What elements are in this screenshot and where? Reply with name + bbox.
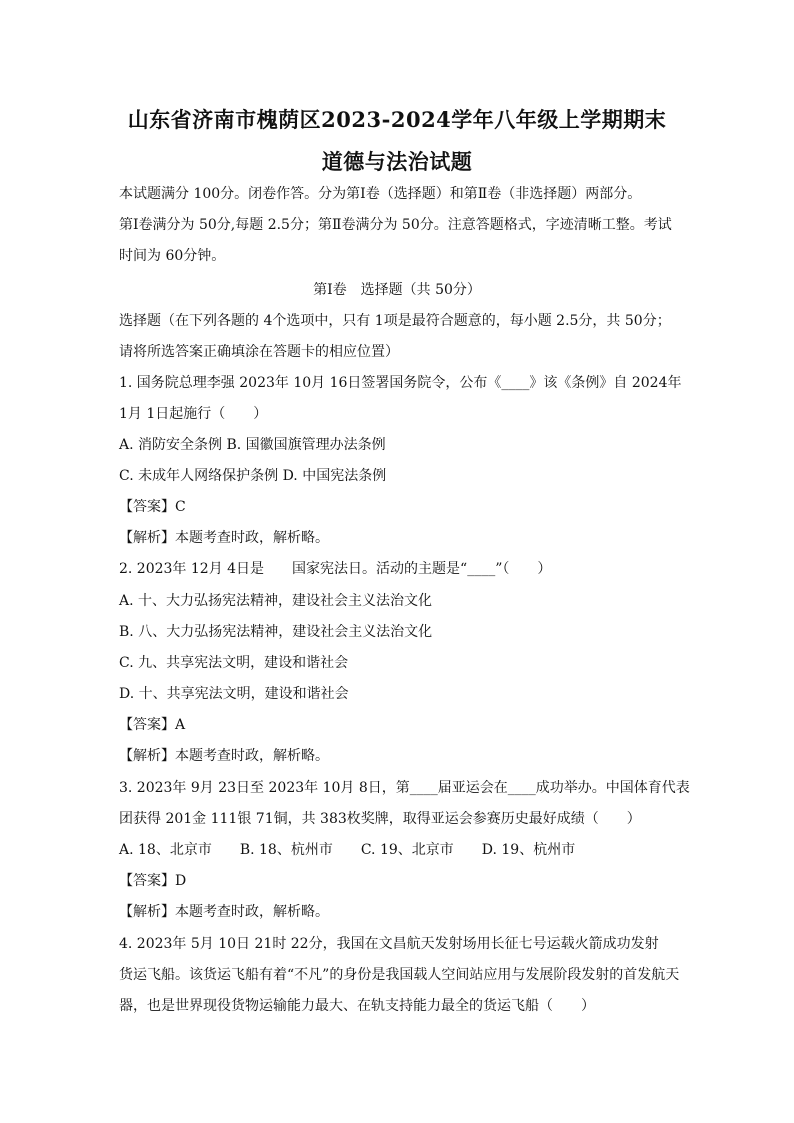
- q3-answer: 【答案】D: [119, 873, 187, 889]
- q2-option-c: C. 九、共享宪法文明，建设和谐社会: [119, 655, 349, 671]
- intro-line-3: 时间为 60分钟。: [119, 248, 226, 264]
- q1-stem-line-1: 1. 国务院总理李强 2023年 10月 16日签署国务院令，公布《____》该《条例》自 2024年: [119, 375, 682, 391]
- q4-stem-line-3: 器，也是世界现役货物运输能力最大、在轨支持能力最全的货运飞船（ ）: [119, 998, 595, 1014]
- q3-stem-line-2: 团获得 201金 111银 71铜，共 383枚奖牌，取得亚运会参赛历史最好成绩（ ）: [119, 811, 641, 827]
- section-title: 第Ⅰ卷 选择题（共 50分）: [313, 282, 481, 298]
- q1-analysis: 【解析】本题考查时政，解析略。: [119, 530, 329, 546]
- q1-options-line-1: A. 消防安全条例 B. 国徽国旗管理办法条例: [119, 437, 386, 453]
- q1-stem-line-2: 1月 1日起施行（ ）: [119, 406, 268, 422]
- q2-stem-line-1: 2. 2023年 12月 4日是 国家宪法日。活动的主题是“____”（ ）: [119, 561, 552, 577]
- document-title-line1: 山东省济南市槐荫区2023-2024学年八年级上学期期末: [127, 107, 667, 132]
- q2-analysis: 【解析】本题考查时政，解析略。: [119, 748, 329, 764]
- q3-analysis: 【解析】本题考查时政，解析略。: [119, 904, 329, 920]
- q2-answer: 【答案】A: [119, 717, 186, 733]
- intro-line-2: 第Ⅰ卷满分为 50分,每题 2.5分；第Ⅱ卷满分为 50分。注意答题格式，字迹清晰工整。考试: [119, 217, 672, 233]
- q3-stem-line-1: 3. 2023年 9月 23日至 2023年 10月 8日，第____届亚运会在____成功举办。中国体育代表: [119, 780, 690, 796]
- q1-answer: 【答案】C: [119, 499, 186, 515]
- q3-options: A. 18、北京市 B. 18、杭州市 C. 19、北京市 D. 19、杭州市: [119, 842, 576, 858]
- q4-stem-line-2: 货运飞船。该货运飞船有着“不凡”的身份是我国载人空间站应用与发展阶段发射的首发航天: [119, 967, 680, 983]
- q2-option-a: A. 十、大力弘扬宪法精神，建设社会主义法治文化: [119, 593, 433, 609]
- intro-line-1: 本试题满分 100分。闭卷作答。分为第Ⅰ卷（选择题）和第Ⅱ卷（非选择题）两部分。: [119, 186, 642, 202]
- q2-option-b: B. 八、大力弘扬宪法精神，建设社会主义法治文化: [119, 624, 433, 640]
- section-instructions-2: 请将所选答案正确填涂在答题卡的相应位置）: [119, 344, 399, 360]
- section-instructions-1: 选择题（在下列各题的 4个选项中，只有 1项是最符合题意的，每小题 2.5分，共 50分；: [119, 313, 671, 329]
- q2-option-d: D. 十、共享宪法文明，建设和谐社会: [119, 686, 349, 702]
- q4-stem-line-1: 4. 2023年 5月 10日 21时 22分，我国在文昌航天发射场用长征七号运载火箭成功发射: [119, 936, 659, 952]
- document-title-line2: 道德与法治试题: [321, 149, 473, 174]
- q1-options-line-2: C. 未成年人网络保护条例 D. 中国宪法条例: [119, 468, 387, 484]
